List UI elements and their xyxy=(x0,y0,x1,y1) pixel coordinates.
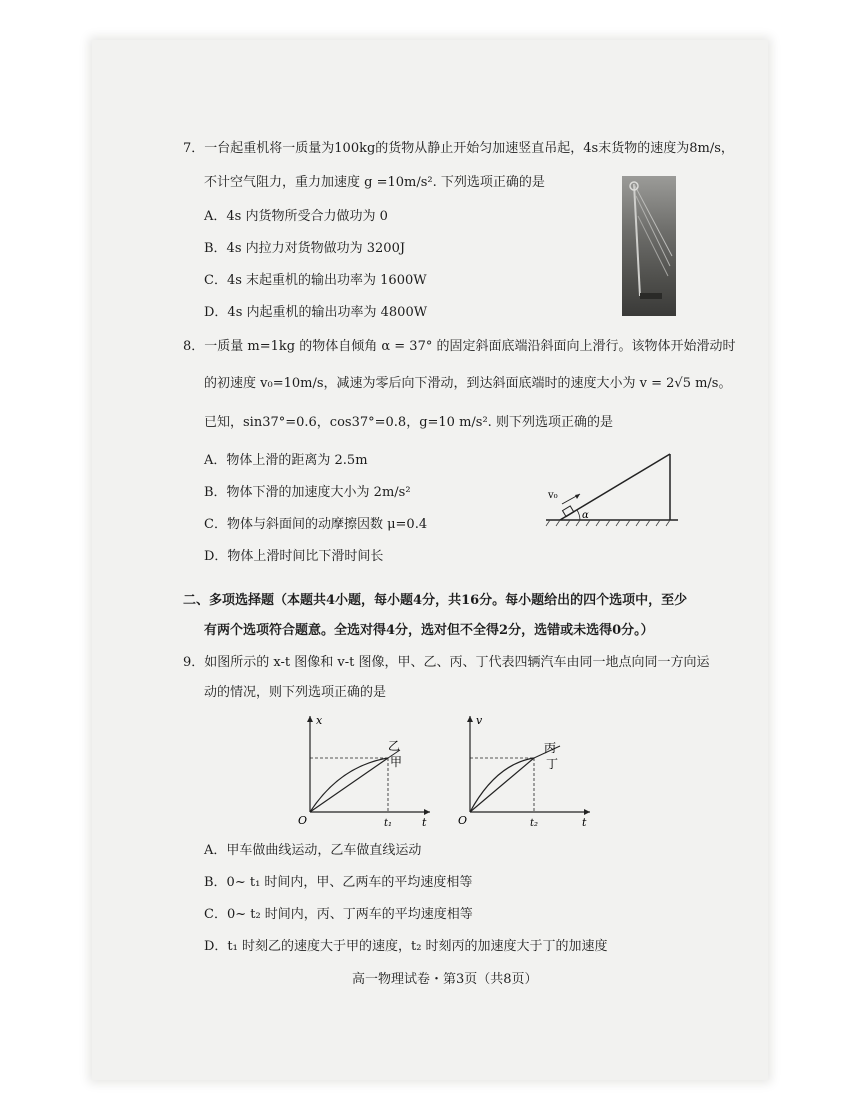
q9-stem-line1: 9．如图所示的 x-t 图像和 v-t 图像，甲、乙、丙、丁代表四辆汽车由同一地点向同一方向运 xyxy=(183,655,710,670)
q9-option-a: A．甲车做曲线运动，乙车做直线运动 xyxy=(204,843,422,858)
vt-v-label: v xyxy=(476,714,483,727)
angle-label: α xyxy=(582,510,589,521)
q9-option-d: D．t₁ 时刻乙的速度大于甲的速度，t₂ 时刻丙的加速度大于丁的加速度 xyxy=(204,939,608,954)
vt-t2-label: t₂ xyxy=(530,818,539,828)
xt-t1-label: t₁ xyxy=(384,818,393,828)
section2-heading-line2: 有两个选项符合题意。全选对得4分，选对但不全得2分，选错或未选得0分。） xyxy=(204,623,654,638)
xt-line-jia xyxy=(310,758,388,812)
section2-heading-line1: 二、多项选择题（本题共4小题，每小题4分，共16分。每小题给出的四个选项中，至少 xyxy=(183,593,688,608)
page-footer: 高一物理试卷・第3页（共8页） xyxy=(352,972,538,987)
vt-graph xyxy=(450,708,600,828)
q8-option-b: B．物体下滑的加速度大小为 2m/s² xyxy=(204,485,411,500)
xt-label-jia: 甲 xyxy=(390,755,403,769)
q7-option-b: B．4s 内拉力对货物做功为 3200J xyxy=(204,241,406,256)
q9-option-b: B．0~ t₁ 时间内，甲、乙两车的平均速度相等 xyxy=(204,875,473,890)
crane-illustration xyxy=(622,176,676,316)
xt-label-yi: 乙 xyxy=(388,739,401,753)
q7-option-d: D．4s 内起重机的输出功率为 4800W xyxy=(204,305,428,320)
q8-option-a: A．物体上滑的距离为 2.5m xyxy=(204,453,368,468)
angle-arc xyxy=(577,510,580,520)
q8-stem-line3: 已知，sin37°=0.6，cos37°=0.8，g=10 m/s². 则下列选项正确的是 xyxy=(204,415,613,430)
vt-t-label: t xyxy=(582,816,587,828)
vt-origin-label: O xyxy=(458,814,468,827)
block xyxy=(563,506,574,517)
v0-label: v₀ xyxy=(548,490,558,501)
q9-option-c: C．0~ t₂ 时间内，丙、丁两车的平均速度相等 xyxy=(204,907,473,922)
incline-figure xyxy=(540,450,690,530)
q8-stem-line1: 8．一质量 m=1kg 的物体自倾角 α = 37° 的固定斜面底端沿斜面向上滑行。该物体开始滑动时 xyxy=(183,339,736,354)
xt-t-label: t xyxy=(422,816,427,828)
incline-surface xyxy=(560,454,670,520)
q7-option-c: C．4s 末起重机的输出功率为 1600W xyxy=(204,273,427,288)
q7-stem-line1: 7．一台起重机将一质量为100kg的货物从静止开始匀加速竖直吊起，4s末货物的速度为8m/s， xyxy=(183,141,734,156)
xt-graph xyxy=(290,708,440,828)
q8-stem-line2: 的初速度 v₀=10m/s，减速为零后向下滑动，到达斜面底端时的速度大小为 v = 2√5 m/s。 xyxy=(204,376,732,391)
vt-line-ding xyxy=(470,758,534,812)
crane-photo xyxy=(622,176,676,316)
q9-stem-line2: 动的情况，则下列选项正确的是 xyxy=(204,685,387,700)
q8-option-d: D．物体上滑时间比下滑时间长 xyxy=(204,549,384,564)
xt-origin-label: O xyxy=(298,814,308,827)
v0-arrowhead xyxy=(575,494,580,499)
q7-stem-line2: 不计空气阻力，重力加速度 g =10m/s². 下列选项正确的是 xyxy=(204,175,545,190)
q8-option-c: C．物体与斜面间的动摩擦因数 μ=0.4 xyxy=(204,517,428,532)
vt-label-ding: 丁 xyxy=(546,757,559,771)
q7-option-a: A．4s 内货物所受合力做功为 0 xyxy=(204,209,388,224)
xt-x-label: x xyxy=(316,714,323,727)
vt-label-bing: 丙 xyxy=(544,741,557,755)
ground-hatching xyxy=(546,520,670,526)
